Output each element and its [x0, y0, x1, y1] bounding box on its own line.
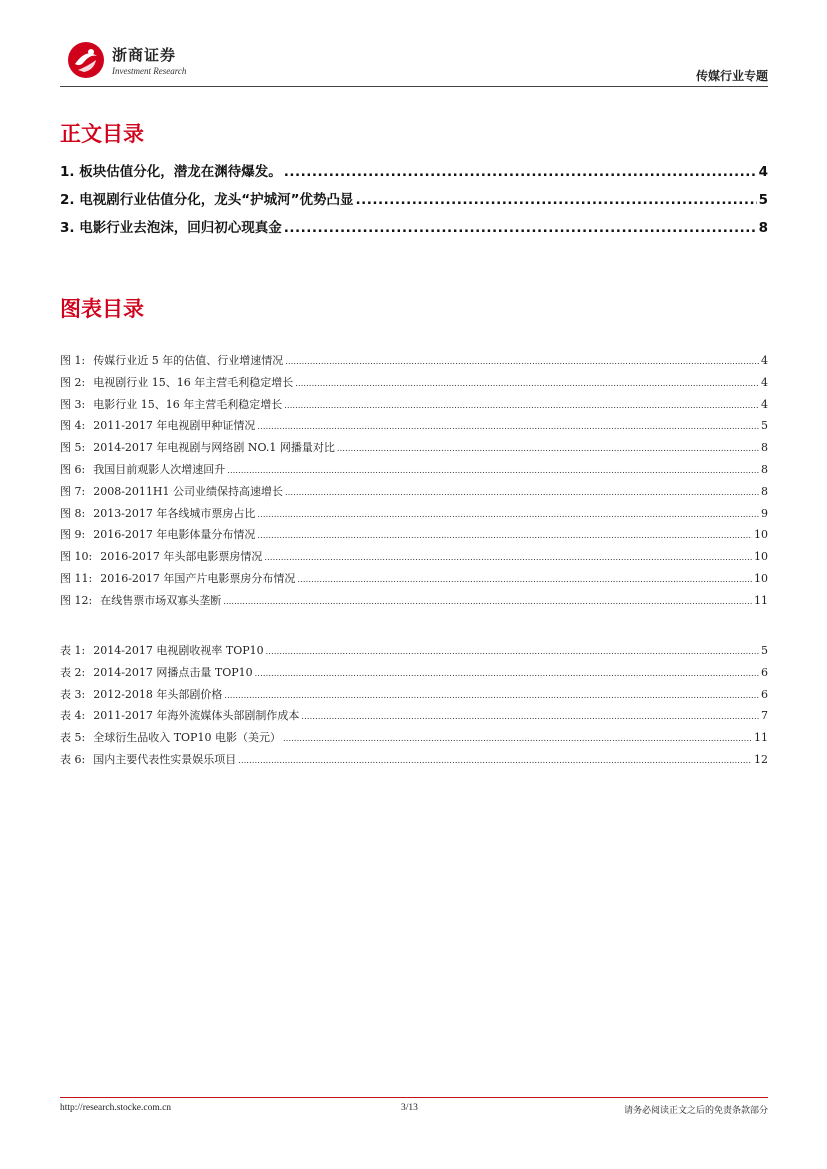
- figure-number: 图 10:: [60, 550, 93, 564]
- figure-label: 2016-2017 年电影体量分布情况: [93, 528, 256, 542]
- dot-leader: [285, 485, 759, 498]
- table-label: 2014-2017 电视剧收视率 TOP10: [93, 644, 264, 657]
- table-number: 表 6:: [60, 752, 86, 766]
- figure-label: 2016-2017 年头部电影票房情况: [100, 550, 263, 564]
- toc-entry[interactable]: [60, 160, 768, 188]
- dot-leader: [255, 666, 759, 679]
- figure-number: 图 11:: [60, 571, 93, 585]
- figure-page: 4: [761, 375, 768, 389]
- figure-page: 4: [761, 354, 768, 367]
- figure-entry[interactable]: [60, 352, 768, 374]
- table-page: 5: [761, 644, 768, 657]
- figure-number: 图 8:: [60, 506, 86, 520]
- toc-entry-page: 4: [758, 164, 768, 180]
- toc-entry-label: 1. 板块估值分化，潜龙在渊待爆发。: [60, 164, 282, 180]
- figure-number: 图 4:: [60, 419, 86, 433]
- dot-leader: [284, 220, 757, 236]
- figure-page: 9: [761, 506, 768, 520]
- page-header: [60, 36, 768, 88]
- toc-title: 正文目录: [60, 122, 144, 146]
- table-page: 12: [754, 752, 768, 766]
- dot-leader: [283, 731, 752, 744]
- figure-page: 10: [754, 550, 768, 564]
- figure-page: 11: [754, 593, 768, 607]
- dot-leader: [301, 709, 759, 722]
- figure-number: 图 9:: [60, 528, 86, 542]
- zheshang-logo-icon: [66, 40, 106, 80]
- dot-leader: [227, 463, 759, 476]
- table-label: 2014-2017 网播点击量 TOP10: [93, 665, 253, 679]
- figure-label: 在线售票市场双寡头垄断: [100, 593, 222, 607]
- figure-number: 图 2:: [60, 375, 86, 389]
- figure-entry[interactable]: [60, 396, 768, 418]
- toc-entry-label: 3. 电影行业去泡沫，回归初心现真金: [60, 220, 282, 236]
- dot-leader: [257, 419, 759, 432]
- figure-entry[interactable]: [60, 548, 768, 570]
- figure-list: [60, 352, 768, 614]
- figure-number: 图 3:: [60, 397, 86, 411]
- dot-leader: [238, 753, 752, 766]
- table-label: 全球衍生品收入 TOP10 电影（美元）: [93, 731, 281, 745]
- table-label: 2011-2017 年海外流媒体头部剧制作成本: [93, 709, 300, 723]
- figure-label: 2008-2011H1 公司业绩保持高速增长: [93, 484, 283, 498]
- figure-entry[interactable]: [60, 439, 768, 461]
- figure-entry[interactable]: [60, 592, 768, 614]
- table-page: 6: [761, 687, 768, 701]
- table-page: 6: [761, 665, 768, 679]
- table-entry[interactable]: [60, 642, 768, 664]
- figure-page: 8: [761, 441, 768, 455]
- figure-entry[interactable]: [60, 374, 768, 396]
- footer-divider: [60, 1097, 768, 1098]
- dot-leader: [223, 594, 752, 607]
- table-entry[interactable]: [60, 751, 768, 773]
- figure-label: 传媒行业近 5 年的估值、行业增速情况: [93, 354, 284, 367]
- figure-entry[interactable]: [60, 417, 768, 439]
- figure-label: 我国目前观影人次增速回升: [93, 462, 226, 476]
- disclaimer-note: 请务必阅读正文之后的免责条款部分: [623, 1106, 768, 1116]
- logo-english-text: Investment Research: [112, 66, 187, 76]
- toc-entry-page: 8: [758, 220, 768, 236]
- table-number: 表 5:: [60, 731, 86, 745]
- figure-label: 2016-2017 年国产片电影票房分布情况: [100, 571, 296, 585]
- table-entry[interactable]: [60, 686, 768, 708]
- dot-leader: [295, 376, 759, 389]
- figure-entry[interactable]: [60, 526, 768, 548]
- table-number: 表 2:: [60, 665, 86, 679]
- figures-title: 图表目录: [60, 297, 144, 321]
- dot-leader: [264, 550, 752, 563]
- toc-entry-page: 5: [758, 192, 768, 208]
- figure-page: 4: [761, 397, 768, 411]
- dot-leader: [257, 507, 759, 520]
- figure-label: 2014-2017 年电视剧与网络剧 NO.1 网播量对比: [93, 441, 335, 455]
- figure-number: 图 5:: [60, 441, 86, 455]
- table-entry[interactable]: [60, 664, 768, 686]
- table-list: [60, 642, 768, 773]
- figure-label: 电影行业 15、16 年主营毛利稳定增长: [93, 397, 283, 411]
- figure-label: 2013-2017 年各线城市票房占比: [93, 506, 256, 520]
- table-page: 11: [754, 731, 768, 745]
- figure-label: 电视剧行业 15、16 年主营毛利稳定增长: [93, 375, 294, 389]
- figure-number: 图 1:: [60, 354, 86, 367]
- figure-number: 图 6:: [60, 462, 86, 476]
- dot-leader: [257, 528, 752, 541]
- figure-entry[interactable]: [60, 483, 768, 505]
- table-label: 国内主要代表性实景娱乐项目: [93, 752, 237, 766]
- dot-leader: [285, 354, 759, 367]
- figure-entry[interactable]: [60, 570, 768, 592]
- table-number: 表 3:: [60, 687, 86, 701]
- figure-number: 图 12:: [60, 593, 93, 607]
- dot-leader: [284, 398, 759, 411]
- table-label: 2012-2018 年头部剧价格: [93, 687, 223, 701]
- figure-page: 10: [754, 528, 768, 542]
- dot-leader: [284, 164, 757, 180]
- logo-chinese-text: 浙商证券: [112, 46, 177, 64]
- toc-entry[interactable]: [60, 216, 768, 244]
- table-entry[interactable]: [60, 729, 768, 751]
- dot-leader: [266, 644, 759, 657]
- header-divider: [60, 86, 768, 87]
- figure-page: 8: [761, 462, 768, 476]
- figure-entry[interactable]: [60, 505, 768, 527]
- figure-entry[interactable]: [60, 461, 768, 483]
- figure-label: 2011-2017 年电视剧甲种证情况: [93, 419, 256, 433]
- report-type-label: 传媒行业专题: [695, 69, 768, 83]
- footer-url-link[interactable]: http://research.stocke.com.cn: [60, 1103, 172, 1113]
- dot-leader: [297, 572, 752, 585]
- toc-entry[interactable]: [60, 188, 768, 216]
- figure-number: 图 7:: [60, 484, 86, 498]
- dot-leader: [355, 192, 756, 208]
- page-number: 3/13: [401, 1103, 418, 1113]
- table-entry[interactable]: [60, 707, 768, 729]
- table-page: 7: [761, 709, 768, 723]
- figure-page: 10: [754, 571, 768, 585]
- table-number: 表 4:: [60, 709, 86, 723]
- figure-page: 5: [761, 419, 768, 433]
- dot-leader: [224, 688, 759, 701]
- dot-leader: [337, 441, 759, 454]
- table-number: 表 1:: [60, 644, 86, 657]
- toc-main-list: [60, 160, 768, 244]
- figure-page: 8: [761, 484, 768, 498]
- toc-entry-label: 2. 电视剧行业估值分化，龙头“护城河”优势凸显: [60, 192, 354, 208]
